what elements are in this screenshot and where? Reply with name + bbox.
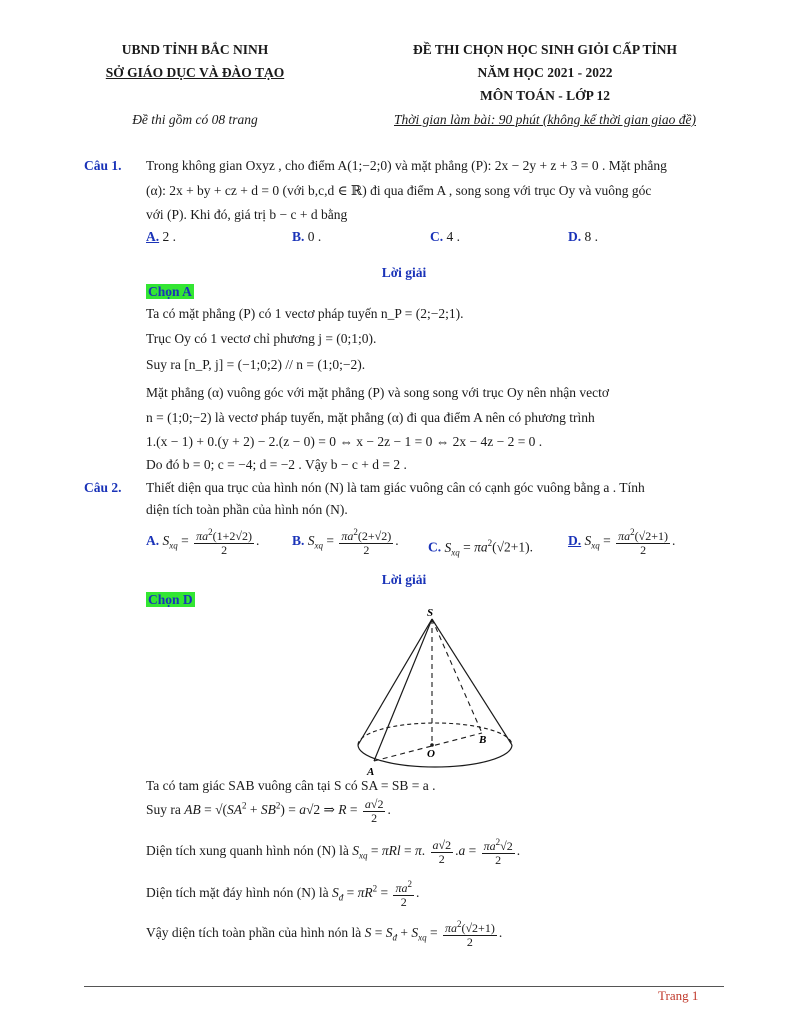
q2-option-b[interactable]: B. $S_{xq}$ = $\frac{\pi a^2(2+√2)}{2}$ . xyxy=(292,527,399,557)
page-number: Trang 1 xyxy=(658,988,699,1003)
fig-label-b: B xyxy=(479,734,487,746)
q1-option-d[interactable]: D. 8 . xyxy=(568,229,598,244)
q1-solution-title: Lời giải xyxy=(381,265,427,280)
q1-sol-6: 1.(x − 1) + 0.(y + 2) − 2.(z − 0) = 0 ⇔ x − 2z − 1 = 0 ⇔ 2x − 4z − 2 = 0 . xyxy=(146,434,543,449)
header-left-1: UBND TỈNH BẮC NINH xyxy=(121,42,269,57)
fig-label-o: O xyxy=(427,748,435,760)
header-left-2: SỞ GIÁO DỤC VÀ ĐÀO TẠO xyxy=(105,65,285,80)
footer-divider xyxy=(84,986,724,987)
q1-line2: (α): 2x + by + cz + d = 0 (với b,c,d ∈ ℝ) đi qua điểm A , song song với trục Oy và vuông góc xyxy=(146,183,652,198)
q1-sol-5: n = (1;0;−2) là vectơ pháp tuyến, mặt phẳng (α) đi qua điểm A nên có phương trình xyxy=(146,410,595,425)
q2-sol-2: Suy ra AB = $√(SA^2 + SB^2) = a√2$ ⇒ R = $\frac{a√2}{2}$ . xyxy=(146,797,391,825)
q2-sol-5: Vậy diện tích toàn phần của hình nón là $S = S_đ + S_{xq}$ = $\frac{\pi a^2(√2+1)}{2}$ . xyxy=(146,919,503,949)
q2-line2: diện tích toàn phần của hình nón (N). xyxy=(146,502,348,517)
q1-label: Câu 1. xyxy=(84,158,122,173)
header-right-2: NĂM HỌC 2021 - 2022 xyxy=(477,65,613,80)
q2-sol-1: Ta có tam giác SAB vuông cân tại S có SA = SB = a . xyxy=(146,778,436,793)
header-right-4: Thời gian làm bài: 90 phút (không kể thời gian giao đề) xyxy=(393,112,696,127)
fig-label-a: A xyxy=(367,766,375,777)
q1-option-c[interactable]: C. 4 . xyxy=(430,229,460,244)
fig-label-s: S xyxy=(427,607,434,619)
q2-option-d[interactable]: D. $S_{xq}$ = $\frac{\pi a^2(√2+1)}{2}$ . xyxy=(568,527,676,557)
q2-option-a[interactable]: A. $S_{xq}$ = $\frac{\pi a^2(1+2√2)}{2}$ . xyxy=(146,527,260,557)
cone-figure xyxy=(350,605,520,777)
q2-line1: Thiết diện qua trục của hình nón (N) là tam giác vuông cân có cạnh góc vuông bằng a . Tính xyxy=(146,480,645,495)
q2-label: Câu 2. xyxy=(84,480,122,495)
q1-sol-1: Ta có mặt phẳng (P) có 1 vectơ pháp tuyến n_P = (2;−2;1). xyxy=(146,306,464,321)
q2-choice: Chọn D xyxy=(148,592,193,607)
q2-option-c[interactable]: C. $S_{xq} = \pi a^2(√2+1)$. xyxy=(428,538,534,558)
header-left-3: Đề thi gồm có 08 trang xyxy=(132,112,258,127)
q1-sol-4: Mặt phẳng (α) vuông góc với mặt phẳng (P) và song song với trục Oy nên nhận vectơ xyxy=(146,385,610,400)
header-right-1: ĐỀ THI CHỌN HỌC SINH GIỎI CẤP TỈNH xyxy=(413,42,677,57)
q1-option-b[interactable]: B. 0 . xyxy=(292,229,322,244)
q1-sol-3: Suy ra [n_P, j] = (−1;0;2) // n = (1;0;−2). xyxy=(146,357,366,372)
q2-sol-4: Diện tích mặt đáy hình nón (N) là $S_đ = \pi R^2$ = $\frac{\pi a^2}{2}$ . xyxy=(146,879,420,909)
header-right-3: MÔN TOÁN - LỚP 12 xyxy=(479,88,610,103)
q2-solution-title: Lời giải xyxy=(381,572,427,587)
q1-sol-7: Do đó b = 0; c = −4; d = −2 . Vậy b − c + d = 2 . xyxy=(146,457,407,472)
q2-sol-3: Diện tích xung quanh hình nón (N) là $S_{xq} = \pi Rl = \pi$. $\frac{a√2}{2}$ .a = $\frac{\pi a^2√2}{2}$ . xyxy=(146,837,521,867)
q1-option-a[interactable]: A. 2 . xyxy=(146,229,176,244)
q1-line1: Trong không gian Oxyz , cho điểm A(1;−2;0) và mặt phẳng (P): 2x − 2y + z + 3 = 0 . Mặt phẳng xyxy=(146,158,667,173)
q1-sol-2: Trục Oy có 1 vectơ chỉ phương j = (0;1;0). xyxy=(146,331,377,346)
q1-line3: với (P). Khi đó, giá trị b − c + d bằng xyxy=(146,207,348,222)
q1-choice: Chọn A xyxy=(148,284,192,299)
